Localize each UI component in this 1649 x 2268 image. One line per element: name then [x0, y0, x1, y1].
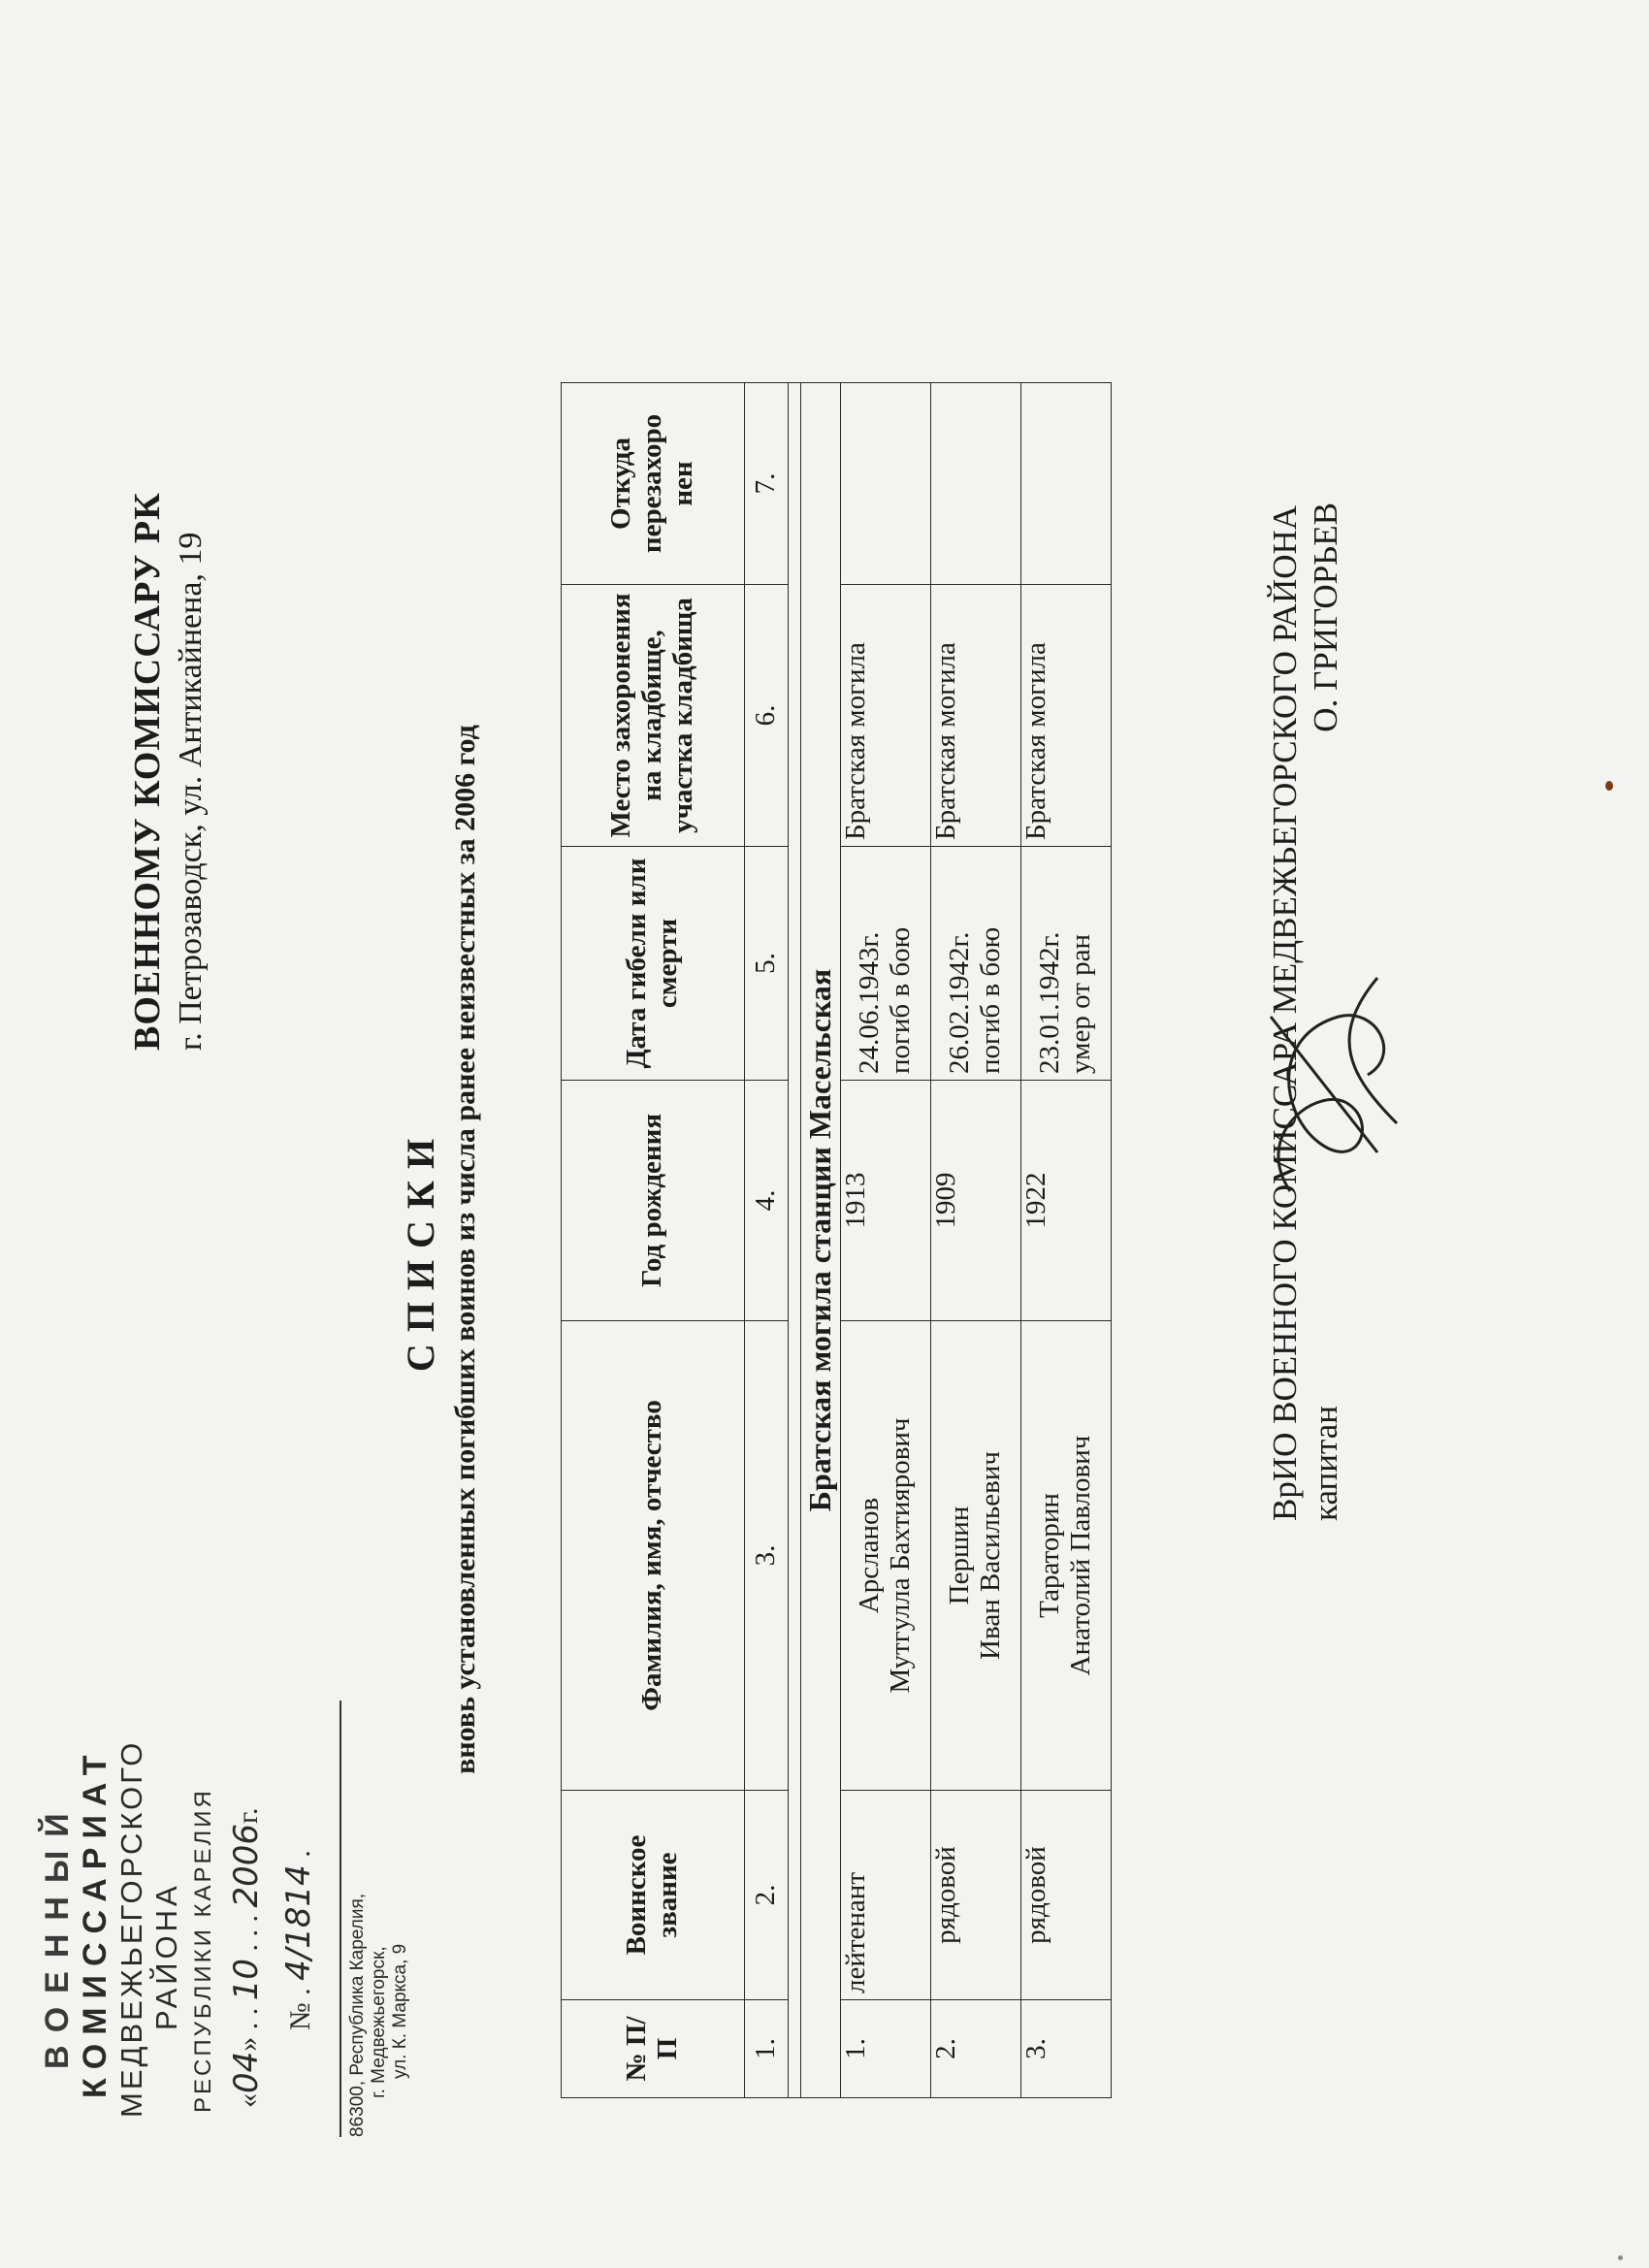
row-number: 3. [1021, 2000, 1112, 2098]
row-name [931, 1321, 1021, 1791]
group-label: Братская могила станции Масельская [801, 383, 841, 2098]
stamp-number: № . 4/1814 . [279, 1850, 318, 2030]
date-year: 2006 [227, 1823, 266, 1908]
row-from [841, 383, 931, 585]
colnum-4: 4. [745, 1081, 789, 1321]
colnum-3: 3. [745, 1321, 789, 1791]
signer-name: О. ГРИГОРЬЕВ [1307, 502, 1344, 732]
row-death-date: 24.06.1943г. [854, 931, 886, 1074]
row-death-cause: умер от ран [1065, 933, 1096, 1074]
speck [1618, 2255, 1623, 2260]
row-number: 2. [931, 2000, 1021, 2098]
stamp-line1: ВОЕННЫЙ [39, 1799, 76, 2069]
recipient-address: г. Петрозаводск, ул. Антикайнена, 19 [173, 532, 209, 1051]
stamp-date: «04» . . 10 . . . 2006г. [227, 1807, 266, 2108]
row-name [841, 1321, 931, 1791]
colnum-2: 2. [745, 1791, 789, 2000]
row-birth-year: 1913 [841, 1081, 931, 1321]
row-from [931, 383, 1021, 585]
table-row [841, 383, 931, 2098]
stamp-address-line3: ул. К. Маркса, 9 [390, 1943, 410, 2079]
row-death-cause: погиб в бою [885, 926, 916, 1074]
row-rank: рядовой [931, 1791, 1021, 2000]
row-rank: лейтенант [841, 1791, 931, 2000]
header-death-date: Дата гибели или смерти [562, 847, 745, 1081]
column-number-row [745, 383, 789, 2098]
row-death [1021, 847, 1112, 1081]
row-surname: Арсланов [854, 1497, 886, 1614]
colnum-1: 1. [745, 2000, 789, 2098]
date-month: 10 [227, 1958, 266, 2001]
stamp-divider [340, 1701, 341, 2137]
row-burial: Братская могила [841, 585, 931, 847]
table-row [931, 383, 1021, 2098]
header-birth-year: Год рождения [562, 1081, 745, 1321]
row-birth-year: 1909 [931, 1081, 1021, 1321]
row-name [1021, 1321, 1112, 1791]
header-rank: Воинское звание [562, 1791, 745, 2000]
number-value: 4/1814 [279, 1864, 318, 1981]
document-title-block [398, 522, 482, 1977]
date-suffix: г. [232, 1807, 264, 1824]
row-death [841, 847, 931, 1081]
row-death-date: 23.01.1942г. [1034, 931, 1066, 1074]
row-rank: рядовой [1021, 1791, 1112, 2000]
recipient-block [126, 81, 210, 1051]
stamp-address-line2: г. Медвежьегорск, [369, 1946, 389, 2098]
casualty-table [561, 382, 1112, 2098]
signer-position: ВрИО ВОЕННОГО КОМИССАРА МЕДВЕЖЬЕГОРСКОГО РАЙОНА [1266, 504, 1304, 1521]
group-row [801, 383, 841, 2098]
header-burial-place: Место захоронения на кладбище, участка кладбища [562, 585, 745, 847]
colnum-6: 6. [745, 585, 789, 847]
header-reburied-from: Откуда перезахоро нен [562, 383, 745, 585]
colnum-7: 7. [745, 383, 789, 585]
sender-stamp [39, 1642, 411, 2147]
stamp-line3: МЕДВЕЖЬЕГОРСКОГО [114, 1739, 148, 2118]
document-title: СПИСКИ [399, 1126, 442, 1373]
table-row [1021, 383, 1112, 2098]
row-given-name: Иван Васильевич [975, 1451, 1006, 1660]
row-given-name: Анатолий Павлович [1065, 1435, 1096, 1676]
row-from [1021, 383, 1112, 585]
stamp-line5: РЕСПУБЛИКИ КАРЕЛИЯ [190, 1788, 216, 2113]
row-death-cause: погиб в бою [975, 926, 1006, 1074]
stamp-address-line1: 86300, Республика Карелия, [347, 1893, 368, 2137]
spacer-row [789, 383, 801, 2098]
row-given-name: Мутгулла Бахтиярович [885, 1417, 916, 1694]
row-burial: Братская могила [1021, 585, 1112, 847]
row-birth-year: 1922 [1021, 1081, 1112, 1321]
stamp-line4: РАЙОНА [149, 1882, 183, 2030]
signature-block [1266, 260, 1345, 1521]
stamp-line2: КОМИССАРИАТ [77, 1746, 113, 2098]
row-number: 1. [841, 2000, 931, 2098]
colnum-5: 5. [745, 847, 789, 1081]
table-header-row [562, 383, 745, 2098]
signer-rank: капитан [1307, 1406, 1344, 1521]
handwritten-signature [1232, 958, 1426, 1211]
document-subtitle: вновь установленных погибших воинов из числа ранее неизвестных за 2006 год [449, 725, 481, 1774]
row-surname: Тараторин [1034, 1493, 1066, 1618]
number-prefix: № [284, 2002, 316, 2030]
header-number: № П/П [562, 2000, 745, 2098]
recipient-title: ВОЕННОМУ КОМИССАРУ РК [127, 492, 168, 1051]
date-day: 04 [227, 2051, 266, 2093]
row-death-date: 26.02.1942г. [944, 931, 976, 1074]
row-surname: Першин [944, 1506, 976, 1605]
row-burial: Братская могила [931, 585, 1021, 847]
row-death [931, 847, 1021, 1081]
header-name: Фамилия, имя, отчество [562, 1321, 745, 1791]
ink-spot [1605, 781, 1613, 791]
